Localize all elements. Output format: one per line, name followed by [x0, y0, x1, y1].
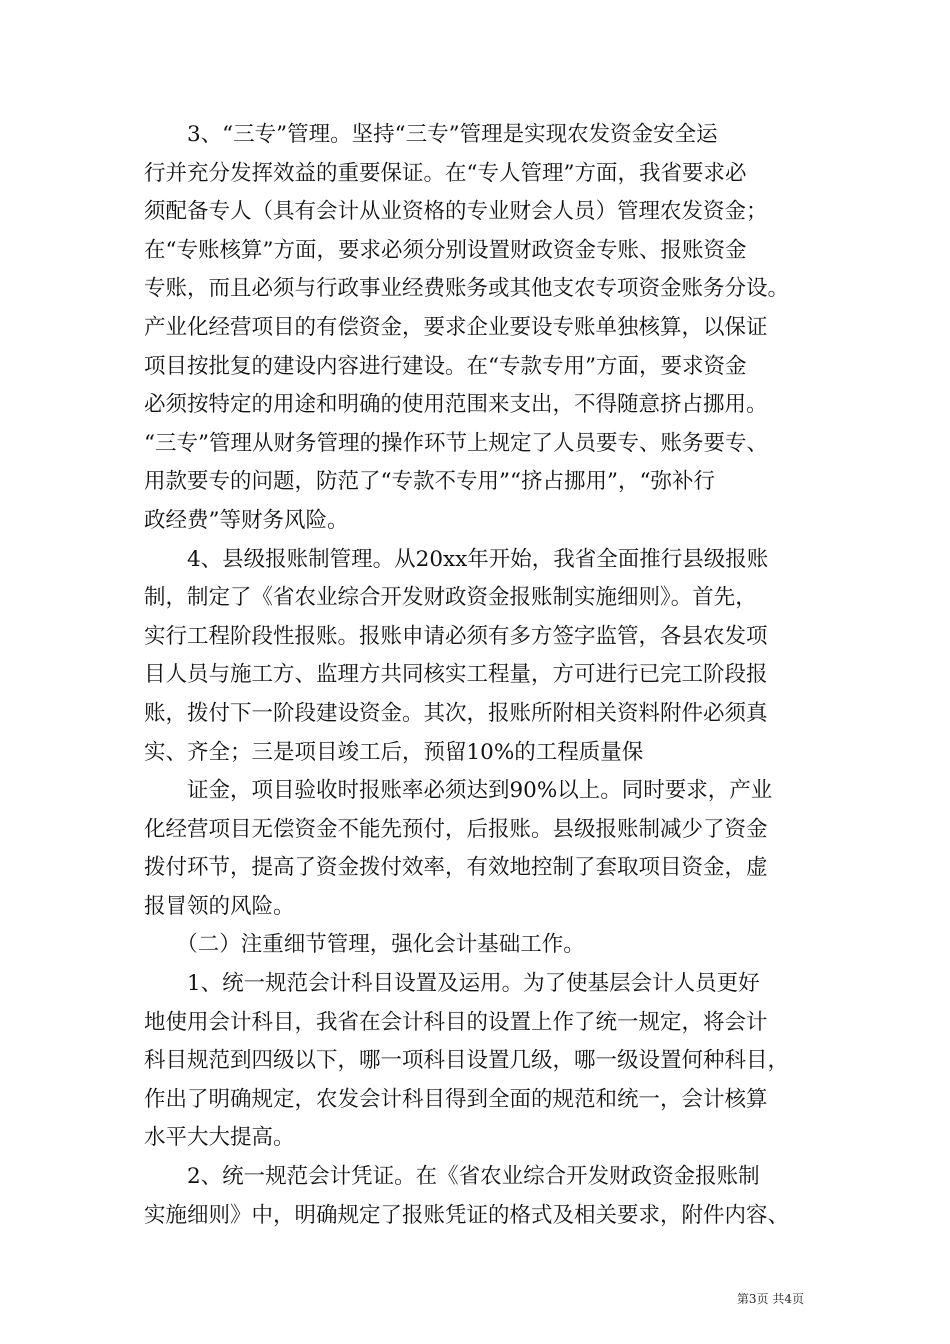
text-line: 实、齐全；三是项目竣工后，预留10%的工程质量保 — [144, 739, 644, 765]
text-line: 专账，而且必须与行政事业经费账务或其他支农专项资金账务分设。 — [144, 276, 790, 302]
page-number-footer: 第3页 共4页 — [736, 1292, 804, 1306]
text-line: “三专”管理从财务管理的操作环节上规定了人员要专、账务要专、 — [144, 430, 768, 456]
text-line: 化经营项目无偿资金不能先预付，后报账。县级报账制减少了资金 — [144, 816, 768, 842]
text-line: 目人员与施工方、监理方共同核实工程量，方可进行已完工阶段报 — [144, 662, 768, 688]
text-line: 须配备专人（具有会计从业资格的专业财会人员）管理农发资金； — [144, 199, 768, 225]
document-body — [144, 116, 824, 1235]
text-line: 行并充分发挥效益的重要保证。在“专人管理”方面，我省要求必 — [144, 160, 747, 186]
text-line: 用款要专的问题，防范了“专款不专用”“挤占挪用”，“弥补行 — [144, 469, 715, 495]
text-line: 拨付环节，提高了资金拨付效率，有效地控制了套取项目资金，虚 — [144, 855, 768, 881]
text-line: 4、县级报账制管理。从20xx年开始，我省全面推行县级报账 — [144, 546, 769, 572]
text-line: 政经费”等财务风险。 — [144, 507, 349, 533]
text-line: 项目按批复的建设内容进行建设。在“专款专用”方面，要求资金 — [144, 353, 747, 379]
text-line: 证金，项目验收时报账率必须达到90%以上。同时要求，产业 — [144, 778, 773, 804]
text-line: 作出了明确规定，农发会计科目得到全面的规范和统一，会计核算 — [144, 1086, 768, 1112]
text-line: 地使用会计科目，我省在会计科目的设置上作了统一规定，将会计 — [144, 1009, 768, 1035]
text-line: 3、“三专”管理。坚持“三专”管理是实现农发资金安全运 — [144, 122, 718, 147]
text-line: 科目规范到四级以下，哪一项科目设置几级，哪一级设置何种科目， — [144, 1048, 790, 1074]
text-line: 2、统一规范会计凭证。在《省农业综合开发财政资金报账制 — [144, 1164, 760, 1190]
text-line: 1、统一规范会计科目设置及运用。为了使基层会计人员更好 — [144, 971, 760, 997]
text-line: 必须按特定的用途和明确的使用范围来支出，不得随意挤占挪用。 — [144, 392, 768, 418]
text-line: 实行工程阶段性报账。报账申请必须有多方签字监管，各县农发项 — [144, 623, 768, 649]
text-line: 实施细则》中，明确规定了报账凭证的格式及相关要求，附件内容、 — [144, 1202, 790, 1228]
text-line: 产业化经营项目的有偿资金，要求企业要设专账单独核算，以保证 — [144, 314, 768, 340]
text-line: 制，制定了《省农业综合开发财政资金报账制实施细则》。首先， — [144, 585, 757, 611]
text-line: 报冒领的风险。 — [144, 893, 295, 919]
text-line: 在“专账核算”方面，要求必须分别设置财政资金专账、报账资金 — [144, 237, 747, 263]
text-line: （二）注重细节管理，强化会计基础工作。 — [144, 932, 585, 958]
text-line: 水平大大提高。 — [144, 1125, 295, 1151]
text-line: 账，拨付下一阶段建设资金。其次，报账所附相关资料附件必须真 — [144, 700, 768, 726]
